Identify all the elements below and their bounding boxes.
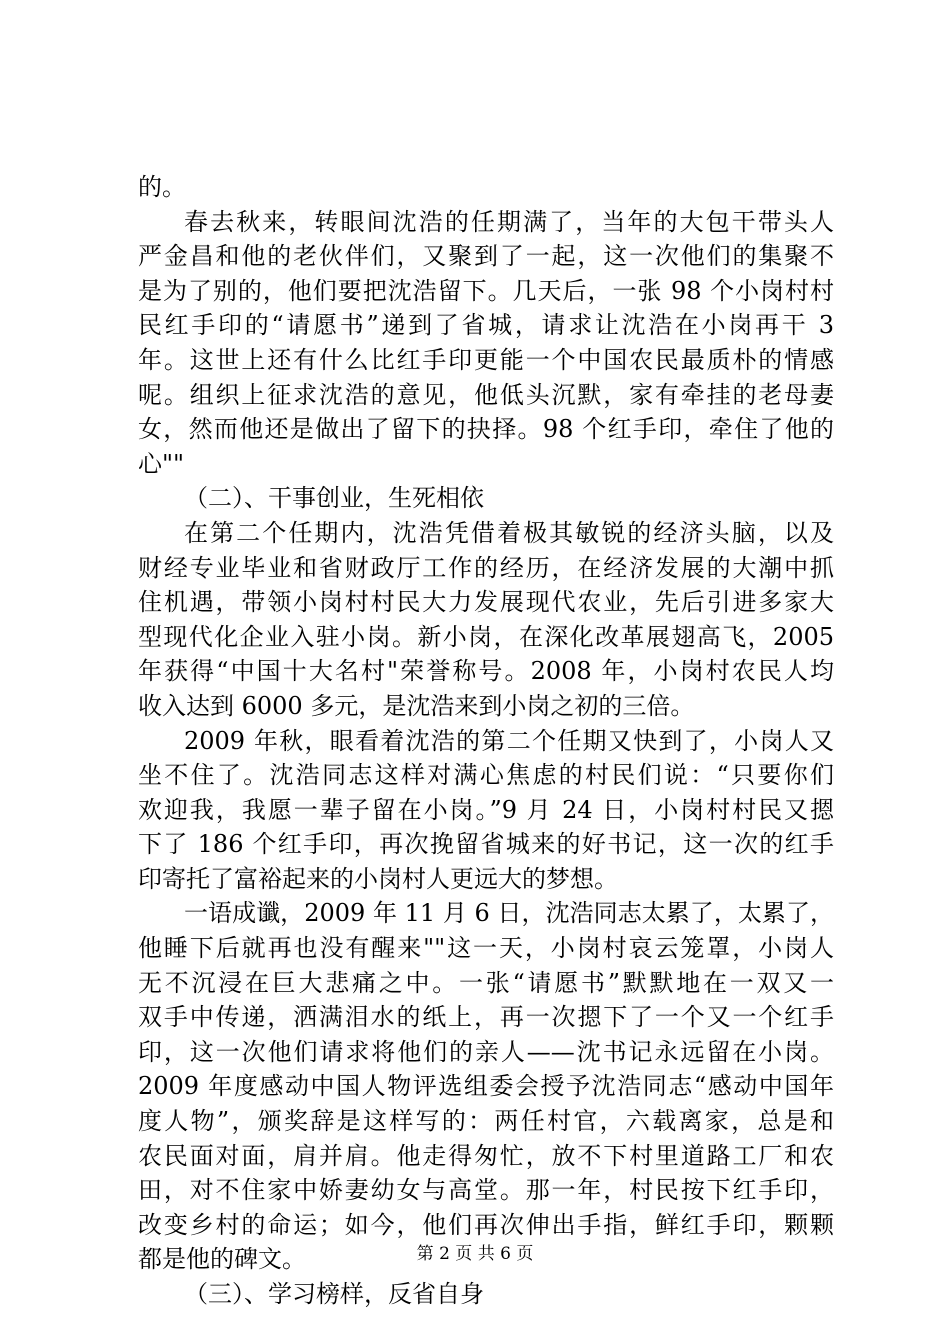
text-line: 心"": [138, 449, 185, 478]
text-line: 年获得“中国十大名村"荣誉称号。2008 年，小岗村农民人均: [138, 657, 834, 686]
text-line: 在第二个任期内，沈浩凭借着极其敏锐的经济头脑，以及: [184, 518, 834, 547]
text-line: 财经专业毕业和省财政厅工作的经历，在经济发展的大潮中抓: [138, 553, 834, 582]
text-line: 型现代化企业入驻小岗。新小岗，在深化改革展翅高飞，2005: [138, 622, 834, 651]
text-line: 双手中传递，洒满泪水的纸上，再一次摁下了一个又一个红手: [138, 1003, 834, 1032]
page-footer: 第 2 页 共 6 页: [416, 1244, 534, 1264]
text-line: 坐不住了。沈浩同志这样对满心焦虑的村民们说：“只要你们: [138, 761, 834, 790]
text-line: 一语成谶，2009 年 11 月 6 日，沈浩同志太累了，太累了，: [184, 899, 834, 928]
text-line: 无不沉浸在巨大悲痛之中。一张“请愿书”默默地在一双又一: [138, 968, 834, 997]
text-line: （二）、干事创业，生死相依: [184, 484, 484, 513]
text-line: 是为了别的，他们要把沈浩留下。几天后，一张 98 个小岗村村: [138, 276, 834, 305]
text-line: 2009 年秋，眼看着沈浩的第二个任期又快到了，小岗人又: [184, 726, 834, 755]
text-line: 印寄托了富裕起来的小岗村人更远大的梦想。: [138, 864, 618, 893]
text-line: 2009 年度感动中国人物评选组委会授予沈浩同志“感动中国年: [138, 1072, 834, 1101]
text-line: 呢。组织上征求沈浩的意见，他低头沉默，家有牵挂的老母妻: [138, 380, 834, 409]
text-line: 收入达到 6000 多元，是沈浩来到小岗之初的三倍。: [138, 691, 695, 720]
text-line: 严金昌和他的老伙伴们，又聚到了一起，这一次他们的集聚不: [138, 242, 834, 271]
text-line: 度人物”，颁奖辞是这样写的：两任村官，六载离家，总是和: [138, 1107, 834, 1136]
text-line: 年。这世上还有什么比红手印更能一个中国农民最质朴的情感: [138, 345, 834, 374]
document-body: [138, 170, 834, 1312]
text-line: 他睡下后就再也没有醒来""这一天，小岗村哀云笼罩，小岗人: [138, 934, 834, 963]
text-line: 改变乡村的命运；如今，他们再次伸出手指，鲜红手印，颗颗: [138, 1210, 834, 1239]
text-line: 女，然而他还是做出了留下的抉择。98 个红手印，牵住了他的: [138, 415, 834, 444]
text-line: 都是他的碑文。: [138, 1245, 306, 1274]
text-line: 欢迎我，我愿一辈子留在小岗。”9 月 24 日，小岗村村民又摁: [138, 795, 834, 824]
text-line: 农民面对面，肩并肩。他走得匆忙，放不下村里道路工厂和农: [138, 1141, 834, 1170]
text-line: 民红手印的“请愿书”递到了省城，请求让沈浩在小岗再干 3: [138, 311, 834, 340]
text-line: 田，对不住家中娇妻幼女与高堂。那一年，村民按下红手印，: [138, 1176, 834, 1205]
text-line: 住机遇，带领小岗村村民大力发展现代农业，先后引进多家大: [138, 588, 834, 617]
text-line: 下了 186 个红手印，再次挽留省城来的好书记，这一次的红手: [138, 830, 834, 859]
text-line: （三）、学习榜样，反省自身: [184, 1280, 484, 1308]
text-line: 印，这一次他们请求将他们的亲人——沈书记永远留在小岗。: [138, 1037, 834, 1066]
text-line: 的。: [138, 173, 186, 201]
text-line: 春去秋来，转眼间沈浩的任期满了，当年的大包干带头人: [184, 207, 834, 236]
